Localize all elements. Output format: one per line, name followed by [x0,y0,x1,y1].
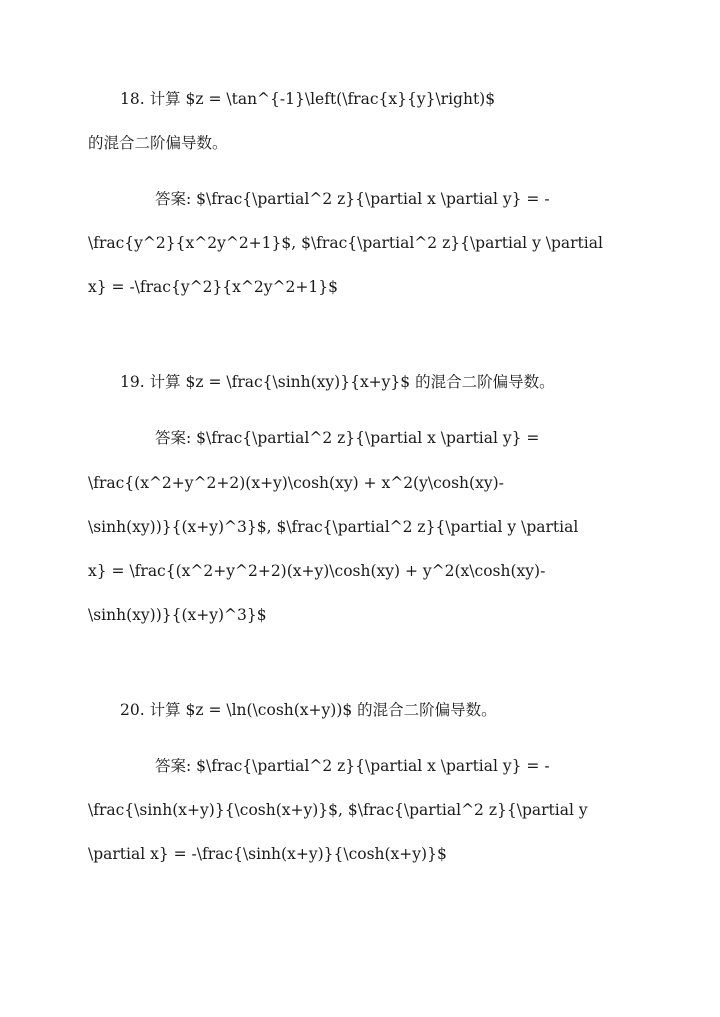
problem-19-answer-line-2: \frac{(x^2+y^2+2)(x+y)\cosh(xy) + x^2(y\cosh(xy)- [88,474,504,492]
problem-18-question-line-2: 的混合二阶偏导数。 [88,134,228,152]
problem-19-answer-line-3: \sinh(xy))}{(x+y)^3}$, $\frac{\partial^2 z}{\partial y \partial [88,518,579,536]
problem-18-answer-line-3: x} = -\frac{y^2}{x^2y^2+1}$ [88,278,338,296]
problem-18-question-line-1: 18. 计算 $z = \tan^{-1}\left(\frac{x}{y}\right)$ [120,90,496,108]
problem-18-answer-line-2: \frac{y^2}{x^2y^2+1}$, $\frac{\partial^2 z}{\partial y \partial [88,234,603,252]
problem-20-answer-line-1: 答案: $\frac{\partial^2 z}{\partial x \partial y} = - [155,757,550,775]
problem-18-answer-line-1: 答案: $\frac{\partial^2 z}{\partial x \partial y} = - [155,190,550,208]
problem-20-answer-line-2: \frac{\sinh(x+y)}{\cosh(x+y)}$, $\frac{\partial^2 z}{\partial y [88,801,588,819]
problem-20-answer-line-3: \partial x} = -\frac{\sinh(x+y)}{\cosh(x+y)}$ [88,845,447,863]
problem-20-question-line-1: 20. 计算 $z = \ln(\cosh(x+y))$ 的混合二阶偏导数。 [120,701,497,719]
problem-19-answer-line-4: x} = \frac{(x^2+y^2+2)(x+y)\cosh(xy) + y^2(x\cosh(xy)- [88,562,546,580]
problem-19-answer-line-1: 答案: $\frac{\partial^2 z}{\partial x \partial y} = [155,429,540,447]
problem-19-answer-line-5: \sinh(xy))}{(x+y)^3}$ [88,606,267,624]
problem-19-question-line-1: 19. 计算 $z = \frac{\sinh(xy)}{x+y}$ 的混合二阶偏导数。 [120,373,555,391]
